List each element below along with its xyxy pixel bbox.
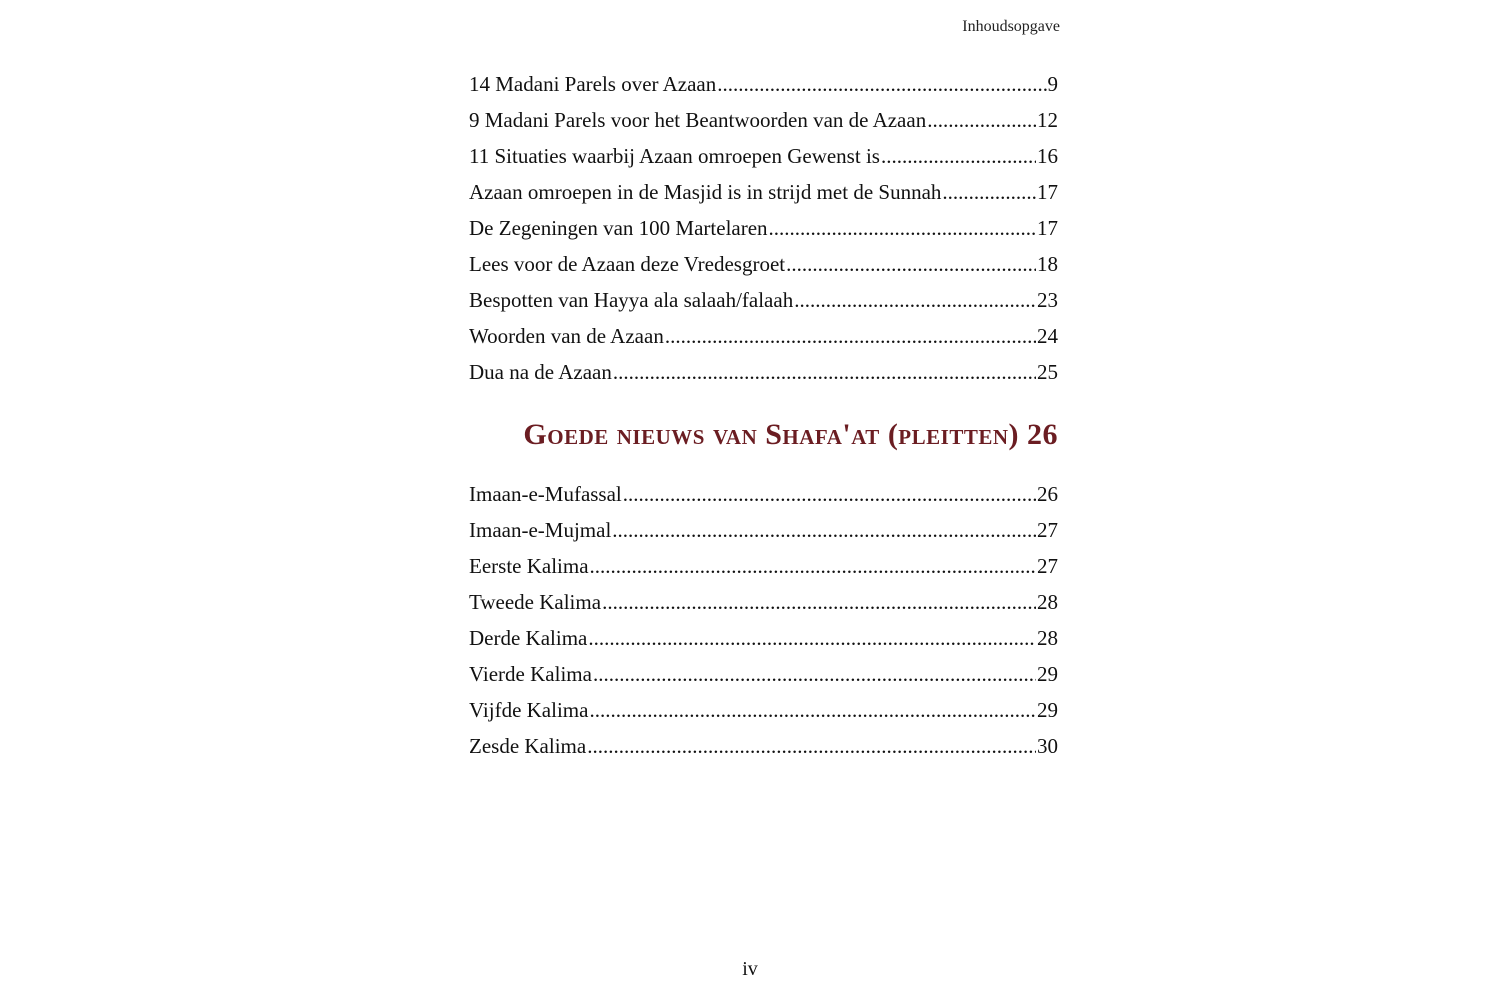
toc-list-azaan [469,66,1058,390]
dot-leader [881,138,1036,174]
toc-list-shafaat [469,476,1058,764]
running-header: Inhoudsopgave [962,18,1060,35]
dot-leader [927,102,1036,138]
dot-leader [794,282,1036,318]
toc-entry[interactable] [469,246,1058,282]
toc-entry[interactable] [469,66,1058,102]
toc-entry-title: Azaan omroepen in de Masjid is in strijd met de Sunnah [469,180,942,204]
toc-entry-title: 14 Madani Parels over Azaan [469,72,717,96]
toc-entry-title: Derde Kalima [469,626,588,650]
toc-entry-title: Dua na de Azaan [469,360,612,384]
toc-entry-title: Woorden van de Azaan [469,324,664,348]
toc-entry-page: 29 [1037,662,1058,686]
toc-entry[interactable] [469,584,1058,620]
toc-entry[interactable] [469,138,1058,174]
toc-entry-title: Eerste Kalima [469,554,589,578]
toc-entry-page: 17 [1037,180,1058,204]
toc-entry-title: Tweede Kalima [469,590,602,614]
toc-entry-page: 30 [1037,734,1058,758]
page-number: iv [742,958,758,980]
dot-leader [593,656,1036,692]
toc-entry[interactable] [469,512,1058,548]
toc-entry[interactable] [469,282,1058,318]
toc-entry-page: 17 [1037,216,1058,240]
toc-entry-title: Lees voor de Azaan deze Vredesgroet [469,252,786,276]
dot-leader [589,692,1036,728]
toc-entry-page: 16 [1037,144,1058,168]
dot-leader [786,246,1036,282]
toc-entry-title: Imaan-e-Mufassal [469,482,622,506]
dot-leader [942,174,1036,210]
toc-entry-page: 27 [1037,554,1058,578]
toc-entry[interactable] [469,620,1058,656]
toc-entry-title: Vierde Kalima [469,662,592,686]
toc-entry-title: Zesde Kalima [469,734,587,758]
dot-leader [590,548,1036,584]
dot-leader [588,620,1036,656]
dot-leader [623,476,1036,512]
toc-entry[interactable] [469,476,1058,512]
toc-entry-page: 29 [1037,698,1058,722]
toc-entry-title: De Zegeningen van 100 Martelaren [469,216,768,240]
toc-entry[interactable] [469,210,1058,246]
toc-entry[interactable] [469,318,1058,354]
toc-entry[interactable] [469,354,1058,390]
toc-entry-title: 11 Situaties waarbij Azaan omroepen Gewenst is [469,144,880,168]
toc-entry-title: 9 Madani Parels voor het Beantwoorden van de Azaan [469,108,927,132]
toc-entry-page: 25 [1037,360,1058,384]
toc-entry-title: Vijfde Kalima [469,698,589,722]
toc-entry-page: 24 [1037,324,1058,348]
dot-leader [769,210,1036,246]
toc-entry[interactable] [469,102,1058,138]
toc-entry[interactable] [469,174,1058,210]
toc-entry-page: 28 [1037,626,1058,650]
dot-leader [612,512,1036,548]
toc-entry[interactable] [469,728,1058,764]
toc-entry-title: Imaan-e-Mujmal [469,518,612,542]
dot-leader [587,728,1036,764]
toc-entry[interactable] [469,548,1058,584]
dot-leader [665,318,1036,354]
toc-entry-title: Bespotten van Hayya ala salaah/falaah [469,288,794,312]
toc-entry-page: 28 [1037,590,1058,614]
toc-entry-page: 9 [1047,72,1058,96]
dot-leader [613,354,1036,390]
dot-leader [602,584,1036,620]
toc-entry-page: 27 [1037,518,1058,542]
dot-leader [717,66,1046,102]
toc-entry-page: 23 [1037,288,1058,312]
toc-entry[interactable] [469,692,1058,728]
toc-entry-page: 12 [1037,108,1058,132]
toc-entry[interactable] [469,656,1058,692]
toc-entry-page: 26 [1037,482,1058,506]
chapter-heading[interactable]: Goede nieuws van Shafa'at (pleitten) 26 [523,418,1058,451]
toc-entry-page: 18 [1037,252,1058,276]
